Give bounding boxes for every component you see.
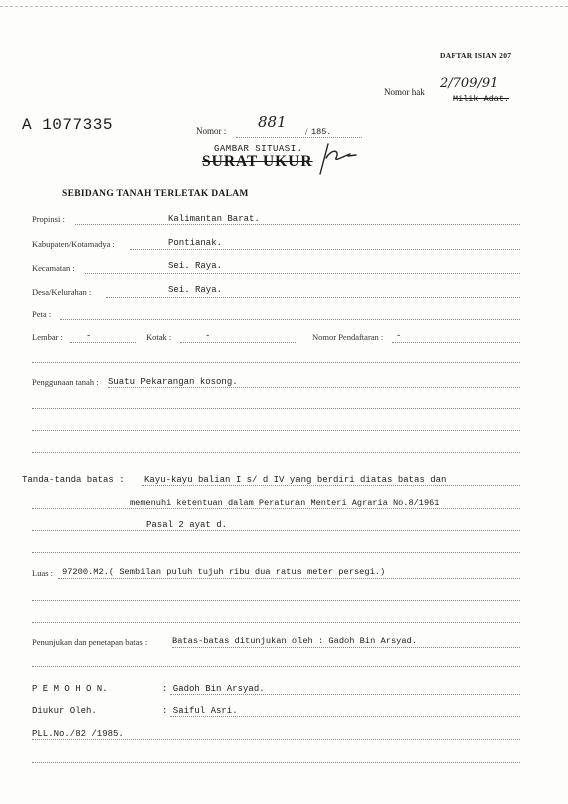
kecamatan-line — [85, 273, 520, 274]
nomor-year: 185. — [311, 127, 332, 137]
pendaftaran-value: - — [396, 331, 402, 341]
form-name: DAFTAR ISIAN 207 — [440, 51, 512, 60]
kotak-line — [180, 342, 296, 343]
page-top-edge — [0, 0, 568, 7]
kabupaten-label: Kabupaten/Kotamadya : — [32, 239, 115, 249]
luas-line — [58, 578, 520, 579]
tanda-batas-text-3: Pasal 2 ayat d. — [146, 520, 228, 530]
luas-blank-2 — [32, 622, 520, 623]
pendaftaran-line — [392, 342, 520, 343]
tanda-batas-text-2: memenuhi ketentuan dalam Peraturan Menteri Agraria No.8/1961 — [130, 498, 440, 508]
penunjukan-value: Batas-batas ditunjukan oleh : Gadoh Bin Arsyad. — [172, 636, 418, 646]
propinsi-line — [75, 224, 520, 225]
blank-line — [32, 362, 520, 363]
kecamatan-label: Kecamatan : — [32, 263, 75, 273]
kotak-label: Kotak : — [146, 332, 172, 342]
pemohon-value: : Gadoh Bin Arsyad. — [162, 684, 265, 694]
milik-adat: Milik Adat. — [453, 94, 510, 104]
penggunaan-value: Suatu Pekarangan kosong. — [108, 377, 238, 387]
penunjukan-line — [172, 647, 520, 648]
peta-line — [60, 319, 520, 320]
pemohon-line — [170, 694, 520, 695]
surat-ukur-title: SURAT UKUR — [202, 153, 313, 170]
tanda-batas-text-1: Kayu-kayu balian I s/ d IV yang berdiri diatas batas dan — [144, 475, 447, 485]
lembar-label: Lembar : — [32, 332, 63, 342]
luas-label: Luas : — [32, 568, 54, 578]
desa-line — [106, 297, 520, 298]
kotak-value: - — [205, 331, 211, 341]
penggunaan-blank-3 — [32, 452, 520, 453]
serial-number: A 1077335 — [22, 116, 113, 134]
luas-value: 97200.M2.( Sembilan puluh tujuh ribu dua ratus meter persegi.) — [62, 567, 386, 577]
penggunaan-label: Penggunaan tanah : — [32, 377, 99, 387]
pll-line — [32, 739, 520, 740]
desa-label: Desa/Kelurahan : — [32, 287, 92, 297]
nomor-line — [236, 137, 362, 138]
pll-text: PLL.No./82 /1985. — [32, 729, 124, 739]
penggunaan-blank-1 — [32, 408, 520, 409]
tanda-batas-line-1 — [142, 485, 520, 486]
kabupaten-line — [130, 249, 520, 250]
pemohon-label: P E M O H O N. — [32, 684, 108, 694]
diukur-line — [170, 716, 520, 717]
penunjukan-blank — [32, 666, 520, 667]
diukur-value: : Saiful Asri. — [162, 706, 238, 716]
penggunaan-line — [108, 387, 520, 388]
pendaftaran-label: Nomor Pendaftaran : — [312, 332, 384, 342]
propinsi-value: Kalimantan Barat. — [168, 214, 260, 224]
propinsi-label: Propinsi : — [32, 214, 65, 224]
penggunaan-blank-2 — [32, 430, 520, 431]
tanda-batas-label: Tanda-tanda batas : — [22, 475, 125, 485]
nomor-separator: / — [305, 127, 308, 137]
penunjukan-label: Penunjukan dan penetapan batas : — [32, 637, 148, 647]
kabupaten-value: Pontianak. — [168, 238, 223, 248]
nomor-hak-label: Nomor hak — [384, 87, 425, 97]
lembar-line — [70, 342, 136, 343]
lembar-value: - — [86, 331, 92, 341]
luas-blank-1 — [32, 600, 520, 601]
section-title: SEBIDANG TANAH TERLETAK DALAM — [62, 189, 249, 199]
diukur-label: Diukur Oleh. — [32, 706, 97, 716]
desa-value: Sei. Raya. — [168, 285, 223, 295]
tanda-batas-blank — [32, 552, 520, 553]
nomor-number: 881 — [258, 113, 287, 131]
tanda-batas-line-2 — [32, 508, 520, 509]
peta-label: Peta : — [32, 309, 52, 319]
pll-blank — [32, 762, 520, 763]
paraf-signature-icon — [318, 140, 358, 176]
gambar-situasi-title: GAMBAR SITUASI. — [214, 144, 303, 154]
nomor-hak-value: 2/709/91 — [440, 76, 499, 91]
kecamatan-value: Sei. Raya. — [168, 261, 223, 271]
nomor-label: Nomor : — [196, 126, 227, 136]
tanda-batas-line-3 — [32, 530, 520, 531]
